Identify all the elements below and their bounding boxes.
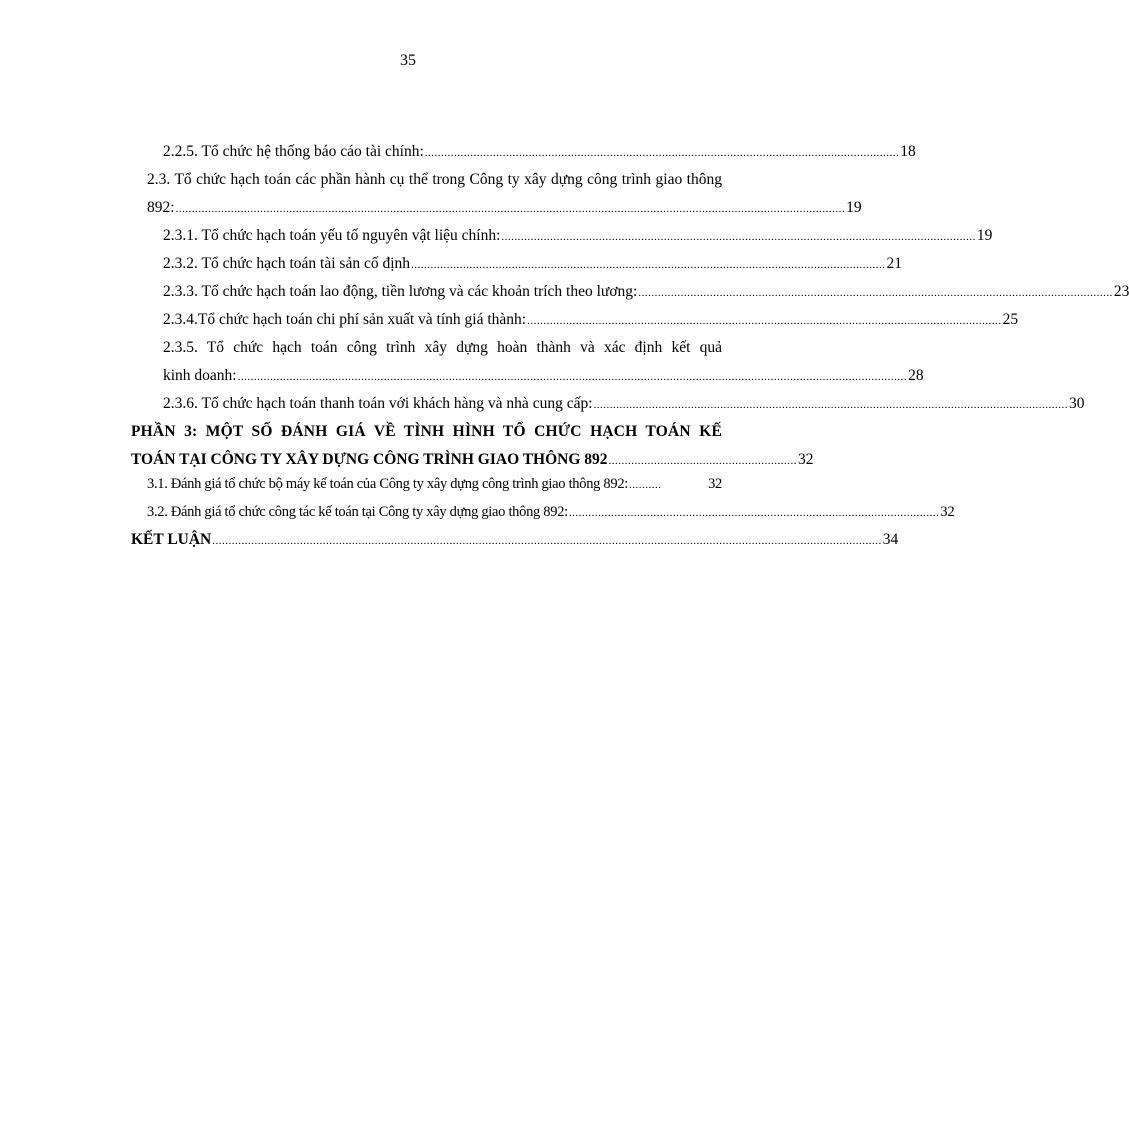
toc-page-number: 23 [1113,283,1129,300]
toc-entry-2-3-1[interactable] [163,225,993,247]
dot-leader: .................................................................................................................................................. [593,399,1069,411]
dot-leader: .......................................................... [608,455,798,467]
toc-entry-2-3-cont[interactable] [147,197,862,219]
toc-page-number: 30 [1069,395,1085,412]
toc-entry-title: 2.3.6. Tổ chức hạch toán thanh toán với khách hàng và nhà cung cấp: [163,395,593,412]
toc-entry-2-3-6[interactable] [163,393,1085,415]
toc-entry-title: 2.3.4.Tổ chức hạch toán chi phí sản xuất và tính giá thành: [163,311,527,328]
toc-entry-title: 2.3. Tổ chức hạch toán các phần hành cụ thể trong Công ty xây dựng công trình giao thông [147,171,722,188]
toc-entry-2-3[interactable] [147,169,722,191]
dot-leader: .................................................................................................................................................. [527,315,1002,327]
dot-leader: .................................................................................................................................................. [424,147,900,159]
toc-entry-title: 3.2. Đánh giá tổ chức công tác kế toán tại Công ty xây dựng giao thông 892: [147,504,568,520]
toc-entry-part-3-cont[interactable] [131,449,814,471]
toc-entry-3-2[interactable] [147,501,955,523]
toc-page-number: 19 [976,227,993,244]
dot-leader: .................................................................................................................................................. [638,287,1113,299]
toc-entry-title: kinh doanh: [163,367,237,384]
toc-page-number: 19 [846,199,862,216]
toc-page-number: 28 [908,367,924,384]
toc-entry-part-3[interactable] [131,421,722,443]
toc-entry-title: 2.3.3. Tổ chức hạch toán lao động, tiền lương và các khoản trích theo lương: [163,283,638,300]
toc-entry-conclusion[interactable] [131,529,899,551]
dot-leader: .............................................................................................................................................................................................................. [175,203,846,215]
dot-leader: .............................................................................................................................................................................................................. [237,371,908,383]
toc-entry-title: 2.3.2. Tổ chức hạch toán tài sản cố định [163,255,411,272]
toc-page-number: 32 [798,451,814,468]
toc-entry-title: TOÁN TẠI CÔNG TY XÂY DỰNG CÔNG TRÌNH GIAO THÔNG 892 [131,451,608,468]
toc-page-number: 34 [882,531,899,548]
page-number: 35 [400,52,416,69]
toc-page-number: 21 [886,255,903,272]
toc-entry-title: PHẦN 3: MỘT SỐ ĐÁNH GIÁ VỀ TÌNH HÌNH TỔ CHỨC HẠCH TOÁN KẾ [131,423,722,440]
toc-entry-title: 2.3.1. Tổ chức hạch toán yếu tố nguyên vật liệu chính: [163,227,501,244]
toc-page-number: 32 [940,504,955,520]
toc-entry-2-3-2[interactable] [163,253,903,275]
dot-leader: .................................................................................................................................................. [411,259,886,271]
toc-entry-title: KẾT LUẬN [131,531,212,548]
toc-entry-3-1[interactable] [147,473,722,495]
toc-entry-2-2-5[interactable] [163,141,916,163]
toc-entry-2-3-5[interactable] [163,337,722,359]
toc-entry-title: 2.2.5. Tổ chức hệ thống báo cáo tài chính: [163,143,424,160]
toc-page-number: 18 [900,143,916,160]
toc-entry-2-3-4[interactable] [163,309,1019,331]
toc-entry-title: 892: [147,199,175,216]
toc-entry-title: 3.1. Đánh giá tổ chức bộ máy kế toán của Công ty xây dựng công trình giao thông 892: [147,476,629,492]
toc-entry-title: 2.3.5. Tổ chức hạch toán công trình xây dựng hoàn thành và xác định kết quả [163,339,722,356]
dot-leader: .............................................................................................................................................................................................................. [212,535,882,547]
dot-leader: .......... [629,479,662,491]
toc-page-number: 25 [1002,311,1019,328]
dot-leader: .................................................................................................................................................. [501,231,976,243]
toc-entry-2-3-5-cont[interactable] [163,365,924,387]
toc-page-number: 32 [708,476,722,492]
dot-leader: .................................................................................................................. [568,507,940,519]
toc-entry-2-3-3[interactable] [163,281,1129,303]
